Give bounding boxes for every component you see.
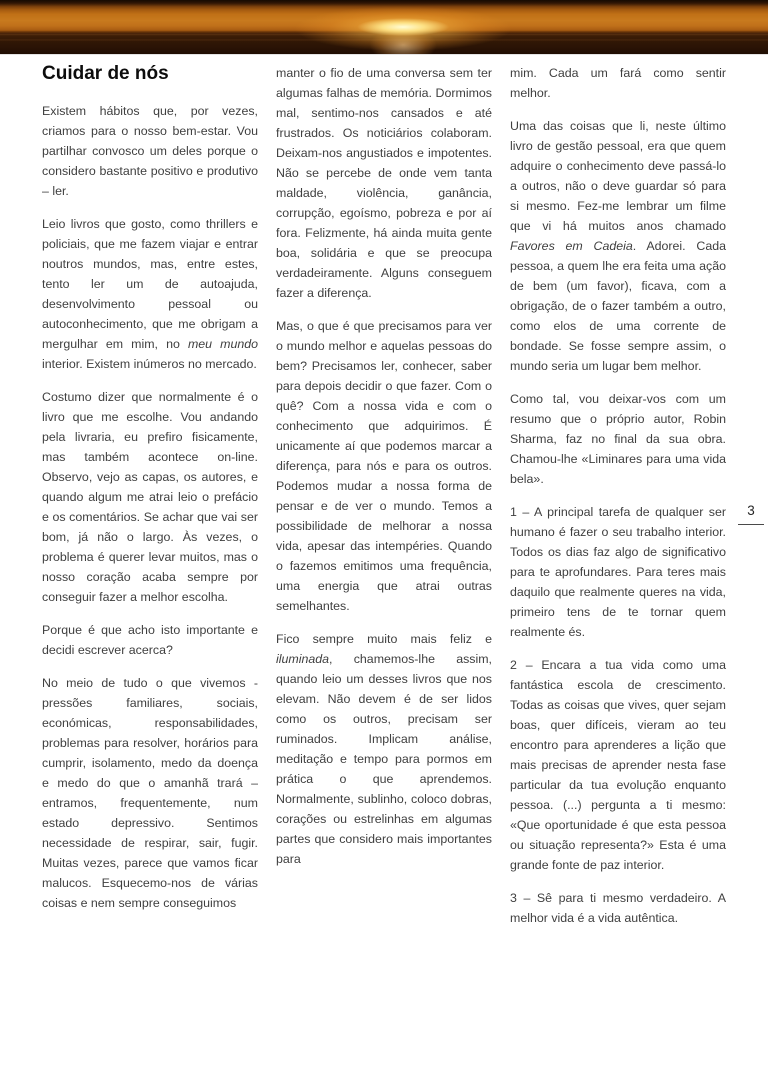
text-column-3 [510, 63, 726, 941]
article-paragraph: Uma das coisas que li, neste último livro de gestão pessoal, era que quem adquire o conhecimento deve passá-lo a outros, não o deve guardar só para si mesmo. Fez-me lembrar um filme que vi há muitos anos chamado Favores em Cadeia. Adorei. Cada pessoa, a quem lhe era feita uma ação de bem (um favor), ficava, com a obrigação, de o fazer também a outro, como elos de uma corrente de bondade. Se fosse sempre assim, o mundo seria um lugar bem melhor. [510, 119, 726, 373]
article-title: Cuidar de nós [42, 63, 169, 84]
article-paragraph: 3 – Sê para ti mesmo verdadeiro. A melhor vida é a vida autêntica. [510, 891, 726, 925]
page-number: 3 [738, 503, 764, 525]
article-paragraph: Porque é que acho isto importante e decidi escrever acerca? [42, 623, 258, 657]
article-paragraph: Fico sempre muito mais feliz e iluminada, chamemos-lhe assim, quando leio um desses livros que nos elevam. Não devem é de ser lidos como os outros, precisam ser ruminados. Implicam análise, meditação e tempo para pormos em prática o que aprendemos. Normalmente, sublinho, coloco dobras, corações ou estrelinhas em algumas partes que considero mais importantes para [276, 632, 492, 866]
article-paragraph: Como tal, vou deixar-vos com um resumo que o próprio autor, Robin Sharma, faz no final da sua obra. Chamou-lhe «Liminares para uma vida bela». [510, 392, 726, 486]
article-paragraph: Existem hábitos que, por vezes, criamos para o nosso bem-estar. Vou partilhar convosco um deles porque o considero bastante positivo e produtivo – ler. [42, 104, 258, 198]
article-paragraph: manter o fio de uma conversa sem ter algumas falhas de memória. Dormimos mal, sentimo-nos cansados e até frustrados. Os noticiários colaboram. Deixam-nos angustiados e impotentes. Não se percebe de onde vem tanta maldade, violência, ganância, corrupção, egoísmo, pobreza e por aí fora. Felizmente, há ainda muita gente boa, solidária e que se preocupa verdadeiramente. Alguns conseguem fazer a diferença. [276, 66, 492, 300]
article-paragraph: Leio livros que gosto, como thrillers e policiais, que me fazem viajar e entrar noutros mundos, mas, entre estes, tento ler um de autoajuda, desenvolvimento pessoal ou autoconhecimento, que me obrigam a mergulhar em mim, no meu mundo interior. Existem inúmeros no mercado. [42, 217, 259, 371]
article-paragraph: Costumo dizer que normalmente é o livro que me escolhe. Vou andando pela livraria, eu prefiro fisicamente, mas também acontece on-line. Observo, vejo as capas, os autores, e quando algum me atrai leio o prefácio e os comentários. Se achar que vai ser bom, já não o largo. Às vezes, o problema é querer levar muitos, mas o nosso coração acaba sempre por conseguir fazer a melhor escolha. [42, 390, 258, 604]
sunset-header-image [0, 0, 768, 55]
article-paragraph: mim. Cada um fará como sentir melhor. [510, 66, 726, 100]
article-paragraph: Mas, o que é que precisamos para ver o mundo melhor e aquelas pessoas do bem? Precisamos ler, conhecer, saber para depois decidir o que fazer. Com o quê? Com a nossa vida e com o conhecimento que adquirimos. É unicamente aí que podemos marcar a diferença, para nós e para os outros. Podemos mudar a nossa forma de pensar e de ver o mundo. Temos a possibilidade de melhorar a nossa vida, apesar das intempéries. Quando o fazemos emitimos uma frequência, uma energia que atrai outras semelhantes. [276, 319, 492, 613]
text-column-1 [42, 63, 258, 941]
article-paragraph: No meio de tudo o que vivemos - pressões familiares, sociais, económicas, responsabilidades, problemas para resolver, horários para cumprir, isolamento, medo da doença e medo do que o amanhã trará – entramos, frequentemente, num estado depressivo. Sentimos necessidade de respirar, sair, fugir. Muitas vezes, parece que vamos ficar malucos. Esquecemo-nos de várias coisas e nem sempre conseguimos [42, 676, 258, 910]
article-body [0, 55, 768, 941]
article-paragraph: 2 – Encara a tua vida como uma fantástica escola de crescimento. Todas as coisas que vives, quer sejam boas, quer difíceis, vieram ao teu encontro para aprenderes a lição que mais precisas de aprender nesta fase particular da tua evolução enquanto pessoa. (...) pergunta a ti mesmo: «Que oportunidade é que esta pessoa ou situação representa?» Esta é uma grande fonte de paz interior. [510, 658, 726, 872]
article-paragraph: 1 – A principal tarefa de qualquer ser humano é fazer o seu trabalho interior. Todos os dias faz algo de significativo para te aprofundares. Para teres mais daquilo que realmente queres na vida, primeiro tens de te tornar quem realmente és. [510, 505, 726, 639]
text-column-2 [276, 63, 492, 941]
